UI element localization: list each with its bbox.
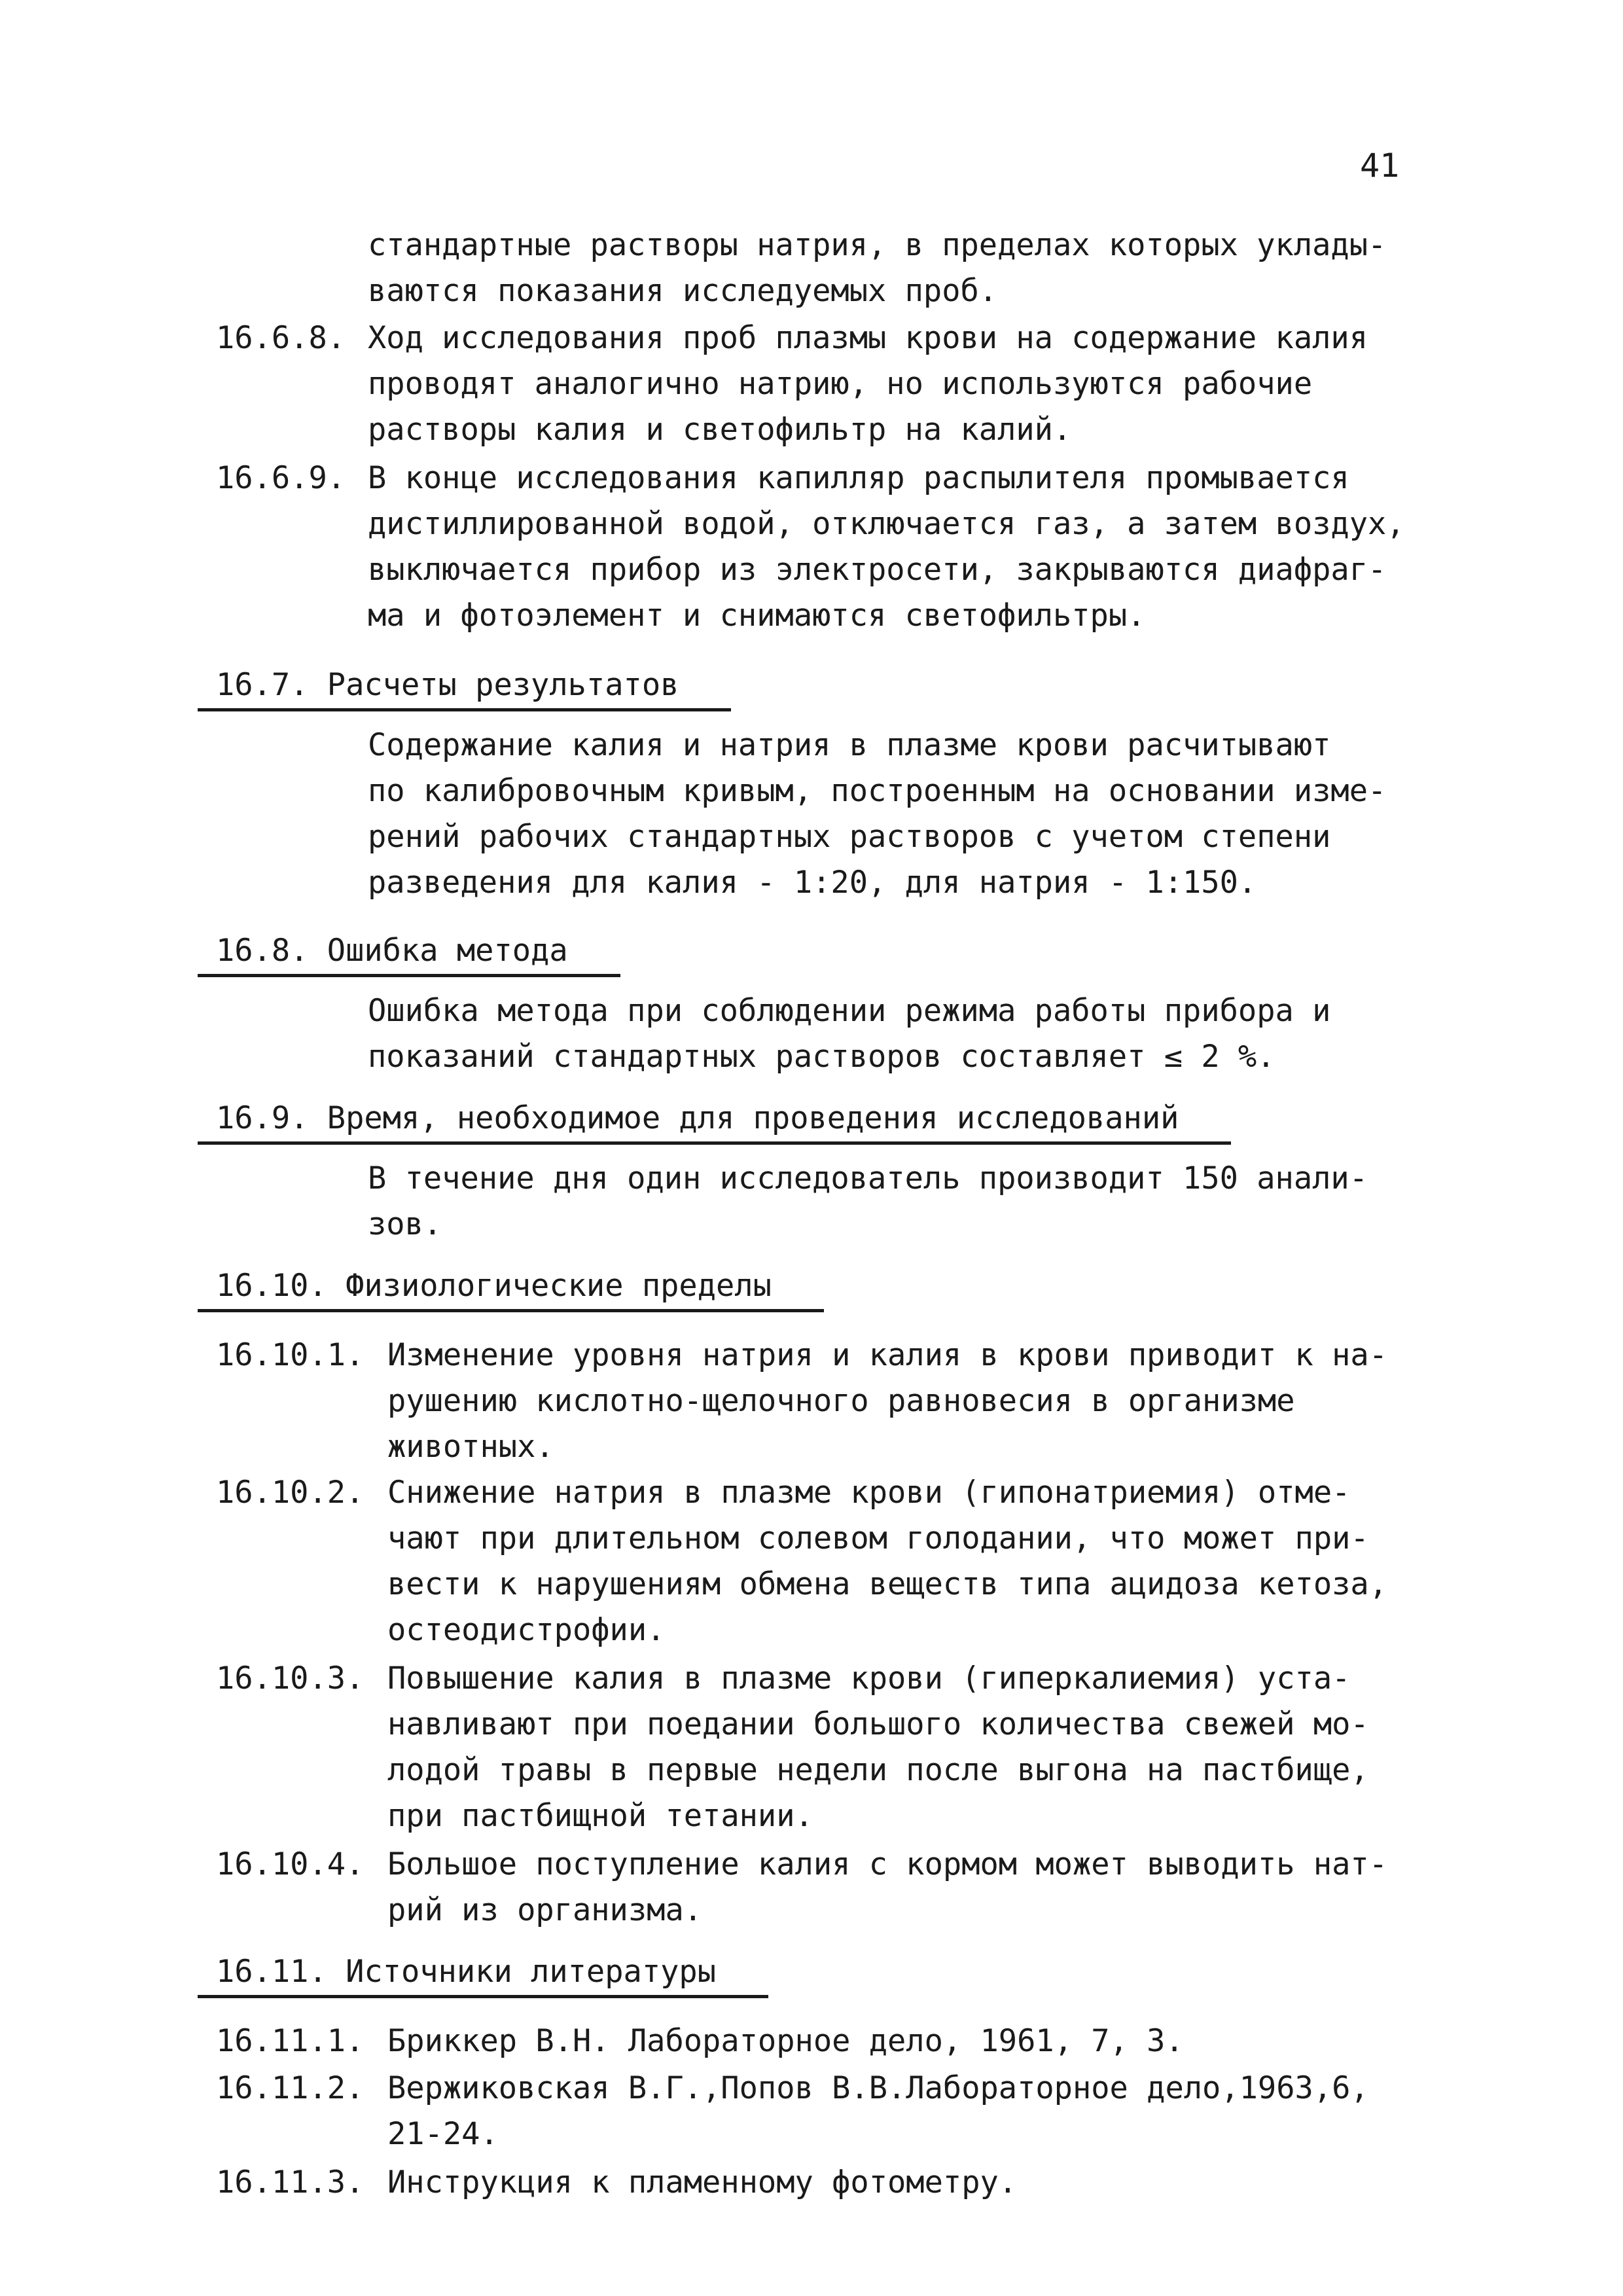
item-number: 16.11.2. [216, 2070, 365, 2106]
item-number: 16.11.3. [216, 2164, 365, 2200]
item-number: 16.11.1. [216, 2023, 365, 2059]
text-line: чают при длительном солевом голодании, что может при- [387, 1520, 1369, 1556]
text-line: рушению кислотно-щелочного равновесия в организме [387, 1383, 1295, 1419]
text-line: лодой травы в первые недели после выгона на пастбище, [387, 1752, 1369, 1788]
text-line: остеодистрофии. [387, 1612, 666, 1648]
text-line: по калибровочным кривым, построенным на основании изме- [368, 773, 1387, 809]
item-number: 16.6.9. [216, 460, 346, 496]
text-line: 21-24. [387, 2116, 499, 2152]
text-line: навливают при поедании большого количества свежей мо- [387, 1706, 1369, 1742]
item-number: 16.6.8. [216, 320, 346, 356]
text-line: разведения для калия - 1:20, для натрия - 1:150. [368, 865, 1257, 901]
page-number: 41 [1360, 147, 1400, 185]
section-heading-16-9: 16.9. Время, необходимое для проведения исследований [198, 1096, 1231, 1145]
paragraph-16-7 [368, 723, 1386, 906]
text-line: выключается прибор из электросети, закрываются диафраг- [368, 552, 1387, 588]
text-line: Ход исследования проб плазмы крови на содержание калия [368, 320, 1368, 356]
text-line: проводят аналогично натрию, но используются рабочие [368, 366, 1313, 402]
text-line: дистиллированной водой, отключается газ, а затем воздух, [368, 506, 1405, 542]
item-number: 16.10.1. [216, 1337, 365, 1373]
section-heading-16-10: 16.10. Физиологические пределы [198, 1263, 824, 1312]
text-line: растворы калия и светофильтр на калий. [368, 412, 1072, 448]
text-line: зов. [368, 1206, 442, 1242]
text-line: Большое поступление калия с кормом может выводить нат- [387, 1846, 1388, 1882]
intro-paragraph [368, 223, 1386, 314]
text-line: Повышение калия в плазме крови (гиперкалиемия) уста- [387, 1660, 1351, 1696]
text-line: при пастбищной тетании. [387, 1798, 813, 1834]
item-number: 16.10.3. [216, 1660, 365, 1696]
text-line: Ошибка метода при соблюдении режима работы прибора и [368, 993, 1331, 1029]
text-line: животных. [387, 1429, 554, 1465]
section-heading-16-7: 16.7. Расчеты результатов [198, 662, 731, 711]
text-line: вести к нарушениям обмена веществ типа ацидоза кетоза, [387, 1566, 1388, 1602]
section-heading-16-11: 16.11. Источники литературы [198, 1949, 768, 1998]
text-line: Бриккер В.Н. Лабораторное дело, 1961, 7, 3. [387, 2023, 1184, 2059]
paragraph-16-9 [368, 1156, 1368, 1247]
section-heading-16-8: 16.8. Ошибка метода [198, 928, 620, 977]
text-line: Снижение натрия в плазме крови (гипонатриемия) отме- [387, 1475, 1351, 1511]
text-line: стандартные растворы натрия, в пределах которых уклады- [368, 227, 1387, 263]
text-line: Инструкция к пламенному фотометру. [387, 2164, 1018, 2200]
text-line: Вержиковская В.Г.,Попов В.В.Лабораторное дело,1963,6, [387, 2070, 1369, 2106]
text-line: В течение дня один исследователь производит 150 анали- [368, 1160, 1368, 1196]
text-line: рений рабочих стандартных растворов с учетом степени [368, 819, 1331, 855]
item-number: 16.10.4. [216, 1846, 365, 1882]
text-line: показаний стандартных растворов составляет ≤ 2 %. [368, 1039, 1275, 1075]
text-line: Содержание калия и натрия в плазме крови расчитывают [368, 727, 1331, 763]
text-line: рий из организма. [387, 1892, 703, 1928]
paragraph-16-8 [368, 988, 1330, 1080]
text-line: В конце исследования капилляр распылителя промывается [368, 460, 1349, 496]
text-line: Изменение уровня натрия и калия в крови приводит к на- [387, 1337, 1388, 1373]
item-number: 16.10.2. [216, 1475, 365, 1511]
text-line: ма и фотоэлемент и снимаются светофильтры. [368, 598, 1146, 634]
text-line: ваются показания исследуемых проб. [368, 273, 998, 309]
